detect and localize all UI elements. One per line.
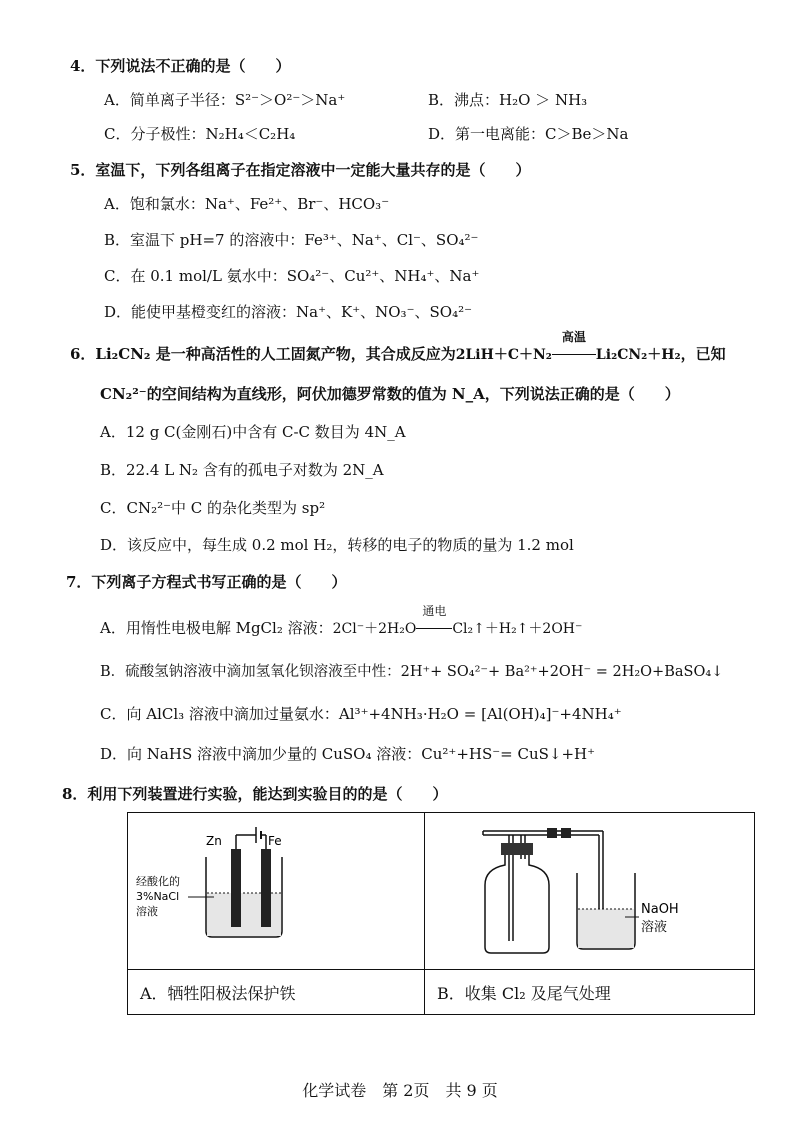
q7-option-a-right: Cl₂↑＋H₂↑＋2OH⁻	[452, 621, 583, 637]
q6-eq-arrow	[552, 330, 596, 364]
q4-option-a: A．简单离子半径：S²⁻＞O²⁻＞Na⁺	[104, 91, 346, 109]
solution-label-1: 经酸化的	[136, 875, 180, 888]
page-footer: 化学试卷 第 2页 共 9 页	[302, 1081, 498, 1100]
q4-stem: 4．下列说法不正确的是（ ）	[70, 57, 291, 75]
q6-option-b: B．22.4 L N₂ 含有的孤电子对数为 2N_A	[100, 461, 384, 479]
solution-label-3: 溶液	[136, 905, 158, 918]
q4-option-c: C．分子极性：N₂H₄＜C₂H₄	[104, 125, 296, 143]
q5-option-c: C．在 0.1 mol/L 氨水中：SO₄²⁻、Cu²⁺、NH₄⁺、Na⁺	[104, 267, 480, 285]
q7-option-d: D．向 NaHS 溶液中滴加少量的 CuSO₄ 溶液：Cu²⁺+HS⁻= CuS↓+H⁺	[100, 745, 596, 763]
zn-electrode	[231, 849, 241, 927]
q6-option-d: D．该反应中，每生成 0.2 mol H₂，转移的电子的物质的量为 1.2 mol	[100, 536, 574, 554]
naoh-solution	[578, 909, 634, 948]
q7-option-a-pre: A．用惰性电极电解 MgCl₂ 溶液：	[100, 619, 333, 637]
q8-apparatus-b	[425, 813, 755, 970]
q8-stem: 8．利用下列装置进行实验，能达到实验目的的是（ ）	[62, 785, 448, 803]
q8-apparatus-table	[127, 812, 755, 1015]
q5-option-d: D．能使甲基橙变红的溶液：Na⁺、K⁺、NO₃⁻、SO₄²⁻	[104, 303, 473, 321]
q8-apparatus-a	[128, 813, 425, 970]
q7-option-c: C．向 AlCl₃ 溶液中滴加过量氨水：Al³⁺+4NH₃·H₂O = [Al(OH)₄]⁻+4NH₄⁺	[100, 705, 622, 723]
q7-option-a	[100, 604, 583, 639]
q6-option-a: A．12 g C(金刚石)中含有 C-C 数目为 4N_A	[100, 423, 406, 441]
q7-option-a-condition: 通电	[422, 604, 447, 618]
zn-label: Zn	[206, 834, 222, 848]
q6-stem-post: ，已知	[680, 345, 726, 363]
q5-option-a: A．饱和氯水：Na⁺、Fe²⁺、Br⁻、HCO₃⁻	[104, 195, 390, 213]
q4-option-b: B．沸点：H₂O ＞ NH₃	[428, 91, 588, 109]
fe-label: Fe	[268, 834, 282, 848]
fe-electrode	[261, 849, 271, 927]
gas-bottle	[485, 855, 549, 953]
q6-stem-line1	[70, 330, 726, 365]
q6-option-c: C．CN₂²⁻中 C 的杂化类型为 sp²	[100, 499, 326, 517]
q5-stem: 5．室温下，下列各组离子在指定溶液中一定能大量共存的是（ ）	[70, 161, 531, 179]
q7-option-a-arrow	[416, 604, 452, 638]
q8-caption-b: B．收集 Cl₂ 及尾气处理	[425, 970, 755, 1015]
q7-option-a-left: 2Cl⁻＋2H₂O	[332, 621, 417, 637]
q6-eq-left: 2LiH＋C＋N₂	[455, 347, 552, 363]
q8-caption-a: A．牺牲阳极法保护铁	[128, 970, 425, 1015]
q6-stem-line2: CN₂²⁻的空间结构为直线形，阿伏加德罗常数的值为 N_A，下列说法正确的是（ ）	[100, 385, 680, 403]
solution-label-2: 3%NaCl	[136, 890, 180, 903]
stopper	[501, 843, 533, 855]
gas-collection-diagram	[425, 813, 754, 965]
q6-eq-right: Li₂CN₂＋H₂	[595, 347, 681, 363]
q4-option-d: D．第一电离能：C＞Be＞Na	[428, 125, 629, 143]
naoh-label-1: NaOH	[641, 902, 679, 917]
galvanic-cell-diagram	[128, 813, 424, 965]
q5-option-b: B．室温下 pH=7 的溶液中：Fe³⁺、Na⁺、Cl⁻、SO₄²⁻	[104, 231, 479, 249]
q7-option-b: B．硫酸氢钠溶液中滴加氢氧化钡溶液至中性：2H⁺+ SO₄²⁻+ Ba²⁺+2OH⁻ = 2H₂O+BaSO₄↓	[100, 664, 724, 680]
q7-stem: 7．下列离子方程式书写正确的是（ ）	[66, 573, 347, 591]
q6-stem-pre: 6．Li₂CN₂ 是一种高活性的人工固氮产物，其合成反应为	[70, 345, 456, 363]
naoh-label-2: 溶液	[641, 920, 668, 935]
q6-eq-condition: 高温	[561, 330, 586, 344]
